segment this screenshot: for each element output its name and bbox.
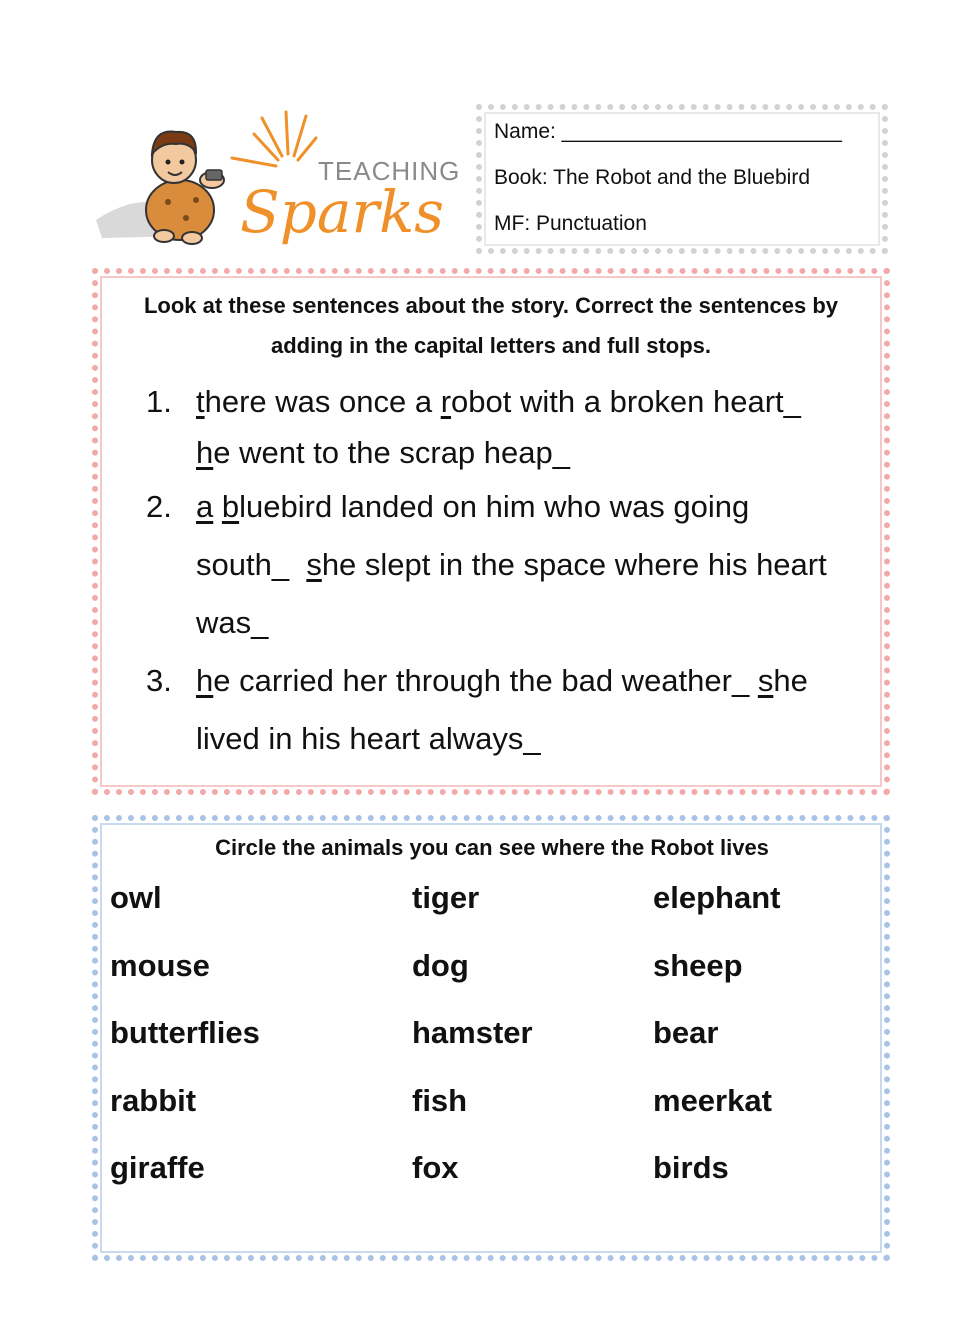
animal-word[interactable]: dog bbox=[412, 947, 469, 983]
underlined-letter: h bbox=[196, 663, 214, 698]
logo-text-bottom: Sparks bbox=[240, 178, 445, 246]
animal-word[interactable]: elephant bbox=[653, 880, 781, 915]
sentence-line bbox=[196, 652, 864, 710]
sentence-text: e went to the scrap heap_ bbox=[213, 435, 570, 470]
animal-word[interactable]: mouse bbox=[110, 947, 210, 983]
animal-word[interactable]: fox bbox=[412, 1150, 459, 1185]
animal-word[interactable]: hamster bbox=[412, 1015, 533, 1050]
spark-burst-icon bbox=[232, 112, 316, 166]
task-instructions: Look at these sentences about the story. Correct the sentences by adding in the capital letters and full stops. bbox=[143, 293, 838, 358]
sentence-line: lived in his heart always_ bbox=[196, 721, 541, 756]
sentence-text: obot with a broken heart_ bbox=[451, 384, 801, 419]
sentence-text: e carried her through the bad weather_ bbox=[213, 663, 758, 698]
underlined-letter: h bbox=[196, 435, 214, 470]
sentence-text: he slept in the space where his heart bbox=[321, 547, 827, 582]
animal-word[interactable]: tiger bbox=[412, 880, 480, 915]
underlined-letter: t bbox=[196, 384, 205, 419]
animal-word[interactable]: butterflies bbox=[110, 1015, 260, 1050]
sentence-list bbox=[118, 376, 864, 768]
sentence-2 bbox=[146, 478, 864, 652]
sentence-text: luebird landed on him who was going bbox=[239, 489, 750, 524]
sentence-number: 3. bbox=[146, 663, 172, 698]
student-info-box bbox=[476, 104, 888, 254]
sentence-line bbox=[196, 376, 864, 427]
sentence-1 bbox=[146, 376, 864, 478]
animal-word[interactable]: rabbit bbox=[110, 1082, 197, 1118]
animal-circle-task-box bbox=[92, 815, 890, 1261]
teaching-sparks-logo bbox=[92, 108, 462, 256]
name-field[interactable]: Name: ________________________ bbox=[494, 120, 842, 143]
animal-word[interactable]: owl bbox=[110, 880, 162, 915]
punctuation-task-box bbox=[92, 268, 890, 795]
sentence-text: south_ bbox=[196, 547, 307, 582]
sentence-line: was_ bbox=[196, 605, 269, 640]
underlined-letter: a bbox=[196, 489, 214, 524]
underlined-letter: s bbox=[757, 663, 774, 698]
animal-word[interactable]: sheep bbox=[653, 947, 743, 983]
animal-word[interactable]: meerkat bbox=[653, 1082, 772, 1118]
animal-word[interactable]: fish bbox=[412, 1082, 468, 1118]
sentence-line bbox=[196, 536, 864, 594]
sentence-line bbox=[196, 478, 864, 536]
mf-label: MF: Punctuation bbox=[494, 212, 647, 235]
underlined-letter: s bbox=[306, 547, 322, 582]
sentence-text: he bbox=[773, 663, 808, 698]
sentence-line bbox=[196, 427, 864, 478]
underlined-letter: r bbox=[440, 384, 452, 419]
animal-grid bbox=[110, 873, 874, 1211]
animal-task-title: Circle the animals you can see where the Robot lives bbox=[215, 835, 769, 860]
book-title: Book: The Robot and the Bluebird bbox=[494, 166, 810, 189]
logo-text-top: TEACHING bbox=[318, 156, 461, 186]
underlined-letter: b bbox=[221, 489, 240, 524]
animal-word[interactable]: bear bbox=[653, 1015, 719, 1050]
sentence-3 bbox=[146, 652, 864, 768]
animal-word[interactable]: giraffe bbox=[110, 1150, 205, 1185]
caveman-mascot-icon bbox=[146, 131, 224, 244]
sentence-number: 1. bbox=[146, 384, 172, 419]
animal-word[interactable]: birds bbox=[653, 1150, 729, 1185]
sentence-text bbox=[213, 489, 222, 524]
sentence-text: here was once a bbox=[204, 384, 441, 419]
sentence-number: 2. bbox=[146, 489, 172, 524]
